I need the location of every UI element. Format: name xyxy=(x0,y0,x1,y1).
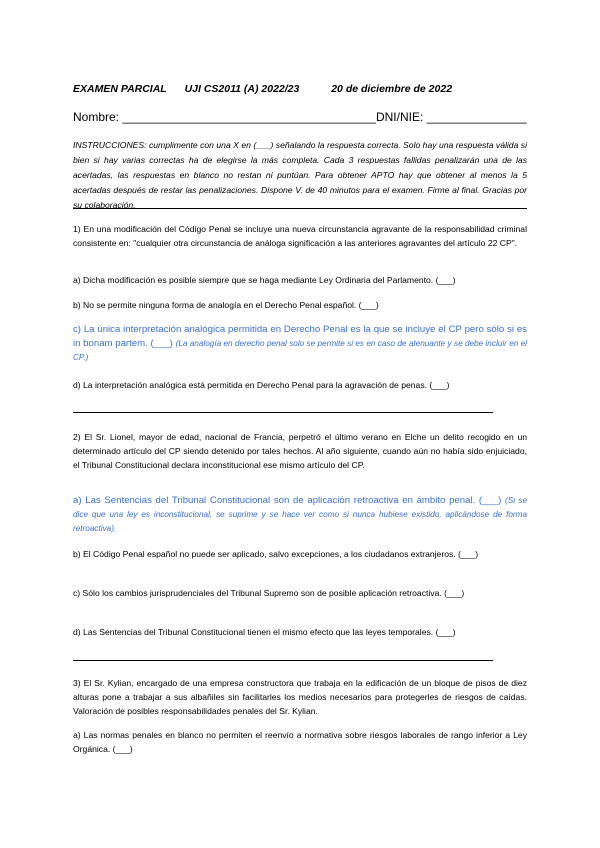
question-2-option-c: c) Sólo los cambios jurisprudenciales del Tribunal Supremo son de posible aplicación retroactiva. (___) xyxy=(73,588,465,598)
question-1-divider xyxy=(73,412,493,413)
header-divider xyxy=(73,208,527,209)
course-code: UJI CS2011 (A) 2022/23 xyxy=(184,83,300,95)
exam-date: 20 de diciembre de 2022 xyxy=(331,83,453,95)
question-3-option-a: a) Las normas penales en blanco no permiten el reenvío a normativa sobre riesgos laborales de rango inferior a Ley Orgánica. (___) xyxy=(73,730,527,754)
question-2-option-a-note: (Si se dice que una ley es inconstitucional, se suprime y se hace ver como si nunca hubiese existido, aplicándose de forma retroactiva). xyxy=(73,496,527,533)
instructions: INSTRUCCIONES: cumplimente con una X en (___) señalando la respuesta correcta. Solo hay una respuesta válida si bien si hay varias correctas ha de elegirse la más completa. Cada 3 respuestas fallidas penalizarán una de las acertadas, las respuestas en blanco no restan ni puntúan. Para obtener APTO hay que obtener al menos la 5 acertadas después de restar las penalizaciones. Dispone V. de 40 minutos para el examen. Firme al final. Gracias por su colaboración. xyxy=(73,140,527,210)
question-2-stem: 2) El Sr. Lionel, mayor de edad, nacional de Francia, perpetró el último verano en Elche un delito recogido en un determinado artículo del CP siendo detenido por tales hechos. Al año siguiente, cuando aún no había sido enjuiciado, el Tribunal Constitucional declara inconstitucional ese mismo artículo del CP. xyxy=(73,432,527,470)
question-1-option-c xyxy=(73,323,527,365)
exam-header xyxy=(73,83,452,95)
question-2-option-a xyxy=(73,494,527,536)
question-1-option-b: b) No se permite ninguna forma de analogía en el Derecho Penal español. (___) xyxy=(73,300,379,310)
question-1-option-c-note: (La analogía en derecho penal solo se permite si es en caso de atenuante y se debe incluir en el CP.) xyxy=(73,339,527,362)
question-1-stem: 1) En una modificación del Código Penal se incluye una nueva circunstancia agravante de la responsabilidad criminal consistente en: "cualquier otra circunstancia de análoga significación a las anteriores agravantes del artículo 22 CP". xyxy=(73,224,527,248)
name-dni-line: Nombre: ______________________________________DNI/NIE: _______________ xyxy=(73,110,527,124)
exam-title: EXAMEN PARCIAL xyxy=(73,83,167,95)
question-2-option-b: b) El Código Penal español no puede ser aplicado, salvo excepciones, a los ciudadanos extranjeros. (___) xyxy=(73,549,479,559)
question-1-option-c-text: c) La única interpretación analógica permitida en Derecho Penal es la que se incluye el CP pero sólo si es in bonam partem. (___) xyxy=(73,324,527,349)
question-2-option-a-text: a) Las Sentencias del Tribunal Constitucional son de aplicación retroactiva en ámbito penal. (___) xyxy=(73,495,506,506)
question-1-option-d: d) La interpretación analógica está permitida en Derecho Penal para la agravación de penas. (___) xyxy=(73,380,450,390)
question-2-option-d: d) Las Sentencias del Tribunal Constitucional tienen el mismo efecto que las leyes temporales. (___) xyxy=(73,627,456,637)
question-2-divider xyxy=(73,660,493,661)
question-1-option-a: a) Dicha modificación es posible siempre que se haga mediante Ley Ordinaria del Parlamento. (___) xyxy=(73,275,456,285)
question-3-stem: 3) El Sr. Kylian, encargado de una empresa constructora que trabaja en la edificación de un bloque de pisos de diez alturas pone a trabajar a sus albañiles sin facilitarles los medios necesarios para protegerles de riesgos de caídas. Valoración de posibles responsabilidades penales del Sr. Kylian. xyxy=(73,678,527,716)
